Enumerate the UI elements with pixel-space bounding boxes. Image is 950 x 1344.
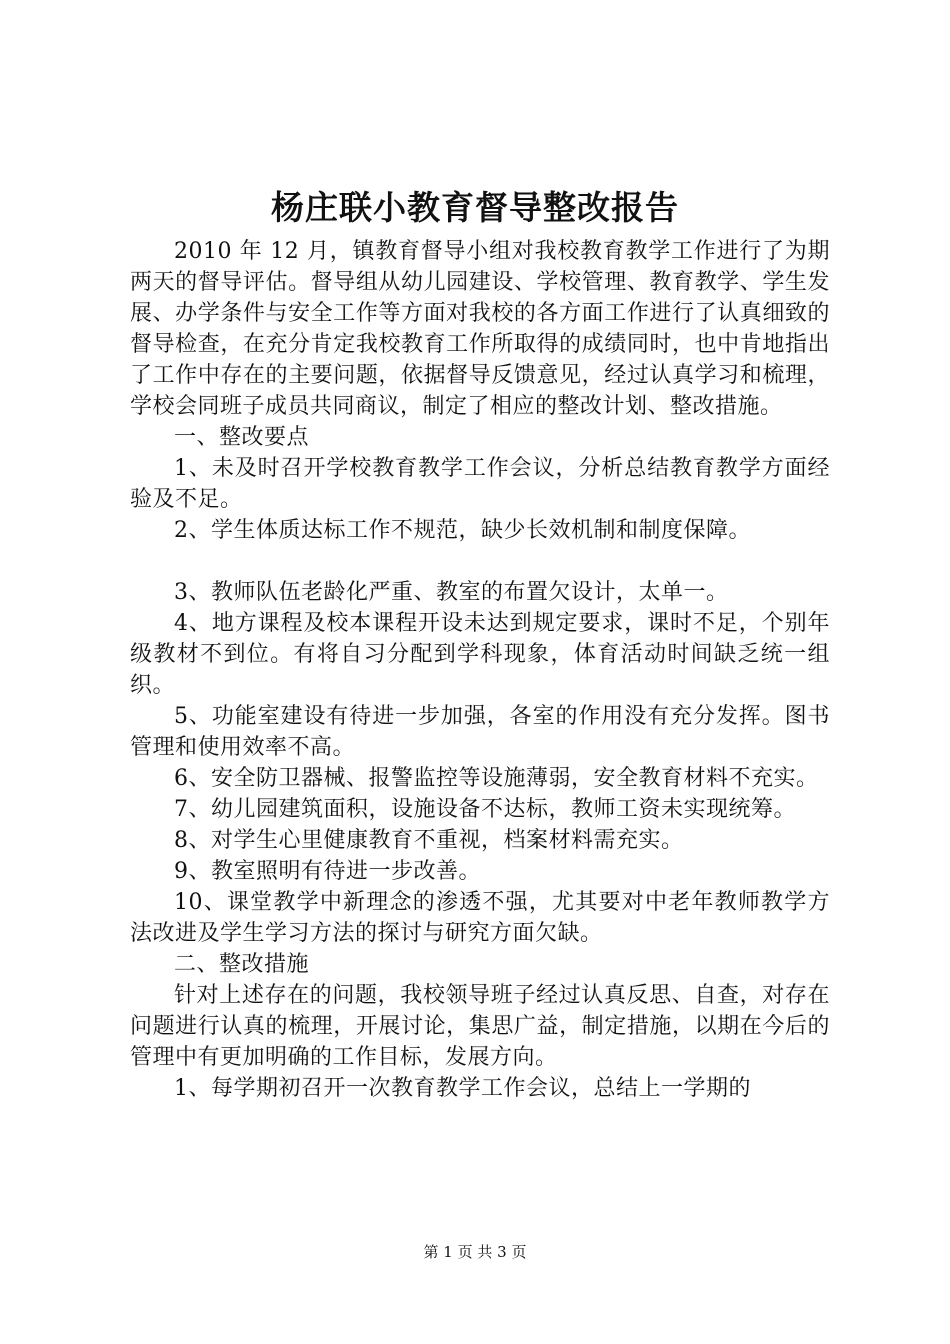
- point-paragraph: 9、教室照明有待进一步改善。: [174, 859, 481, 884]
- point-paragraph: 3、教师队伍老龄化严重、教室的布置欠设计，太单一。: [174, 580, 729, 605]
- point-paragraph: 5、功能室建设有待进一步加强，各室的作用没有充分发挥。图书管理和使用效率不高。: [130, 704, 830, 760]
- document-body: [130, 236, 830, 1104]
- point-paragraph: 2、学生体质达标工作不规范，缺少长效机制和制度保障。: [174, 518, 751, 543]
- point-paragraph: 7、幼儿园建筑面积，设施设备不达标，教师工资未实现统筹。: [174, 797, 796, 822]
- blank-line: [130, 546, 830, 577]
- page-number-footer: 第 1 页 共 3 页: [423, 1243, 527, 1261]
- point-paragraph: 4、地方课程及校本课程开设未达到规定要求，课时不足，个别年级教材不到位。有将自习分配到学科现象，体育活动时间缺乏统一组织。: [130, 611, 830, 698]
- point-paragraph: 1、未及时召开学校教育教学工作会议，分析总结教育教学方面经验及不足。: [130, 456, 830, 512]
- point-paragraph: 8、对学生心里健康教育不重视，档案材料需充实。: [174, 828, 684, 853]
- intro-paragraph: 2010 年 12 月，镇教育督导小组对我校教育教学工作进行了为期两天的督导评估。督导组从幼儿园建设、学校管理、教育教学、学生发展、办学条件与安全工作等方面对我校的各方面工作进行了认真细致的督导检查，在充分肯定我校教育工作所取得的成绩同时，也中肯地指出了工作中存在的主要问题，依据督导反馈意见，经过认真学习和梳理，学校会同班子成员共同商议，制定了相应的整改计划、整改措施。: [130, 239, 830, 419]
- document-title: 杨庄联小教育督导整改报告: [271, 188, 679, 227]
- point-paragraph: 10、课堂教学中新理念的渗透不强，尤其要对中老年教师教学方法改进及学生学习方法的探讨与研究方面欠缺。: [130, 890, 830, 946]
- measure-paragraph: 1、每学期初召开一次教育教学工作会议，总结上一学期的: [174, 1076, 751, 1101]
- section-heading-rectification-measures: 二、整改措施: [174, 952, 310, 977]
- point-paragraph: 6、安全防卫器械、报警监控等设施薄弱，安全教育材料不充实。: [174, 766, 819, 791]
- section-heading-rectification-points: 一、整改要点: [174, 425, 310, 450]
- measures-intro-paragraph: 针对上述存在的问题，我校领导班子经过认真反思、自查，对存在问题进行认真的梳理，开展讨论，集思广益，制定措施，以期在今后的管理中有更加明确的工作目标，发展方向。: [130, 983, 830, 1070]
